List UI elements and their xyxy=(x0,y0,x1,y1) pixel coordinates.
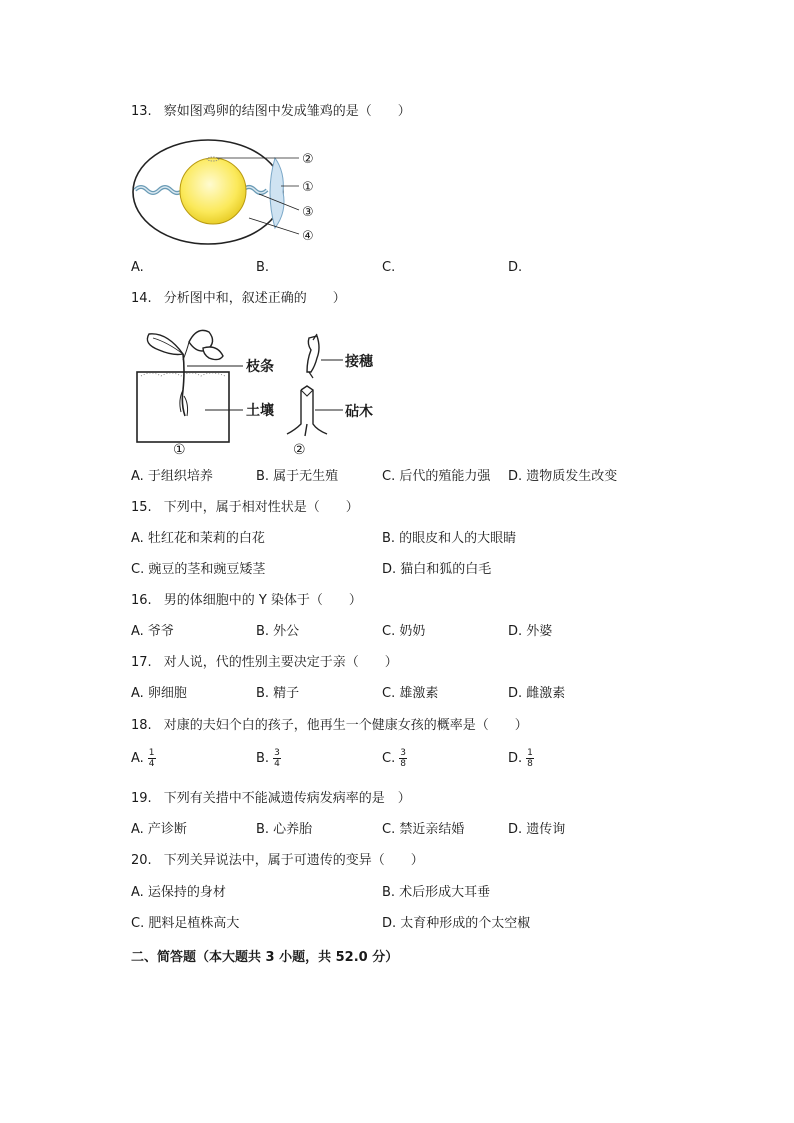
fraction xyxy=(273,748,281,769)
numerator: 3 xyxy=(274,748,280,758)
q14-option-c[interactable]: C. 后代的殖能力强 xyxy=(382,469,491,484)
q15-option-d[interactable]: D. 猫白和狐的白毛 xyxy=(382,562,492,577)
q19-option-d[interactable]: D. 遗传询 xyxy=(508,822,566,837)
q19-number: 19. xyxy=(131,791,152,806)
q18-option-c[interactable] xyxy=(382,748,407,769)
egg-label-3: ③ xyxy=(302,205,314,220)
q18-option-b-label: B. xyxy=(256,751,270,766)
q18-option-a-label: A. xyxy=(131,751,144,766)
q17-option-c[interactable]: C. 雄激素 xyxy=(382,686,439,701)
figure-1-label: ① xyxy=(173,442,186,456)
denominator: 8 xyxy=(527,759,533,769)
q18-option-c-label: C. xyxy=(382,751,396,766)
q14-text: 分析图中和，叙述正确的 ） xyxy=(163,291,346,306)
q17-option-b[interactable]: B. 精子 xyxy=(256,686,300,701)
q14-number: 14. xyxy=(131,291,152,306)
q18-option-d-label: D. xyxy=(508,751,523,766)
q16-option-c[interactable]: C. 奶奶 xyxy=(382,624,426,639)
stock xyxy=(287,386,327,436)
q20-option-b[interactable]: B. 术后形成大耳垂 xyxy=(382,885,491,900)
fraction xyxy=(526,748,534,769)
denominator: 8 xyxy=(400,759,406,769)
fraction xyxy=(148,748,156,769)
yolk xyxy=(180,158,246,224)
egg-structure-diagram xyxy=(131,136,331,252)
q19-option-b[interactable]: B. 心养胎 xyxy=(256,822,313,837)
q19-option-a[interactable]: A. 产诊断 xyxy=(131,822,187,837)
q18-text: 对康的夫妇个白的孩子，他再生一个健康女孩的概率是（ ） xyxy=(163,718,528,733)
egg-label-2: ② xyxy=(302,152,314,167)
q20-stem xyxy=(131,853,424,869)
q16-number: 16. xyxy=(131,593,152,608)
label-soil: 土壤 xyxy=(246,403,274,419)
denominator: 4 xyxy=(148,759,155,769)
q20-option-c[interactable]: C. 肥料足植株高大 xyxy=(131,916,240,931)
q18-stem xyxy=(131,718,528,734)
label-branch: 枝条 xyxy=(246,359,274,375)
q17-stem xyxy=(131,655,398,671)
q20-number: 20. xyxy=(131,853,152,868)
q15-stem xyxy=(131,500,359,516)
q20-option-d[interactable]: D. 太育种形成的个太空椒 xyxy=(382,916,531,931)
q17-number: 17. xyxy=(131,655,152,670)
q16-option-d[interactable]: D. 外婆 xyxy=(508,624,553,639)
q20-text: 下列关异说法中，属于可遗传的变异（ ） xyxy=(163,853,424,868)
q15-text: 下列中，属于相对性状是（ ） xyxy=(163,500,359,515)
q18-number: 18. xyxy=(131,718,152,733)
q15-option-c[interactable]: C. 豌豆的茎和豌豆矮茎 xyxy=(131,562,266,577)
q19-option-c[interactable]: C. 禁近亲结婚 xyxy=(382,822,465,837)
propagation-diagram xyxy=(131,320,391,456)
q17-text: 对人说，代的性别主要决定于亲（ ） xyxy=(163,655,398,670)
q13-option-c[interactable]: C. xyxy=(382,260,396,275)
label-stock: 砧木 xyxy=(345,404,373,420)
q14-stem xyxy=(131,291,346,307)
numerator: 3 xyxy=(400,748,406,758)
scion xyxy=(307,336,319,372)
air-sac xyxy=(270,158,284,228)
figure-2-label: ② xyxy=(293,442,306,456)
q16-option-a[interactable]: A. 爷爷 xyxy=(131,624,174,639)
fraction xyxy=(399,748,407,769)
q18-option-d[interactable] xyxy=(508,748,534,769)
q13-option-a[interactable]: A. xyxy=(131,260,144,275)
numerator: 1 xyxy=(148,748,155,758)
egg-label-4: ④ xyxy=(302,229,314,244)
q13-stem xyxy=(131,104,411,120)
leaf-left xyxy=(147,334,183,355)
q17-option-a[interactable]: A. 卵细胞 xyxy=(131,686,187,701)
q14-option-b[interactable]: B. 属于无生殖 xyxy=(256,469,339,484)
q18-option-b[interactable] xyxy=(256,748,281,769)
q16-option-b[interactable]: B. 外公 xyxy=(256,624,300,639)
q15-option-b[interactable]: B. 的眼皮和人的大眼睛 xyxy=(382,531,517,546)
egg-label-1: ① xyxy=(302,180,314,195)
q13-option-b[interactable]: B. xyxy=(256,260,270,275)
q14-option-d[interactable]: D. 遗物质发生改变 xyxy=(508,469,618,484)
q14-option-a[interactable]: A. 于组织培养 xyxy=(131,469,213,484)
q18-option-a[interactable] xyxy=(131,748,156,769)
q13-option-d[interactable]: D. xyxy=(508,260,523,275)
q15-option-a[interactable]: A. 牡红花和茉莉的白花 xyxy=(131,531,265,546)
q19-text: 下列有关措中不能减遗传病发病率的是 ） xyxy=(163,791,411,806)
q17-option-d[interactable]: D. 雌激素 xyxy=(508,686,566,701)
q15-number: 15. xyxy=(131,500,152,515)
q19-stem xyxy=(131,791,411,807)
q20-option-a[interactable]: A. 运保持的身材 xyxy=(131,885,226,900)
q16-stem xyxy=(131,593,362,609)
q13-text: 察如图鸡卵的结图中发成雏鸡的是（ ） xyxy=(163,104,411,119)
numerator: 1 xyxy=(527,748,533,758)
denominator: 4 xyxy=(274,759,280,769)
label-scion: 接穗 xyxy=(345,354,373,370)
q13-number: 13. xyxy=(131,104,152,119)
q16-text: 男的体细胞中的 Y 染体于（ ） xyxy=(163,593,362,608)
section-heading-short-answer: 二、简答题（本大题共 3 小题，共 52.0 分） xyxy=(131,950,399,965)
